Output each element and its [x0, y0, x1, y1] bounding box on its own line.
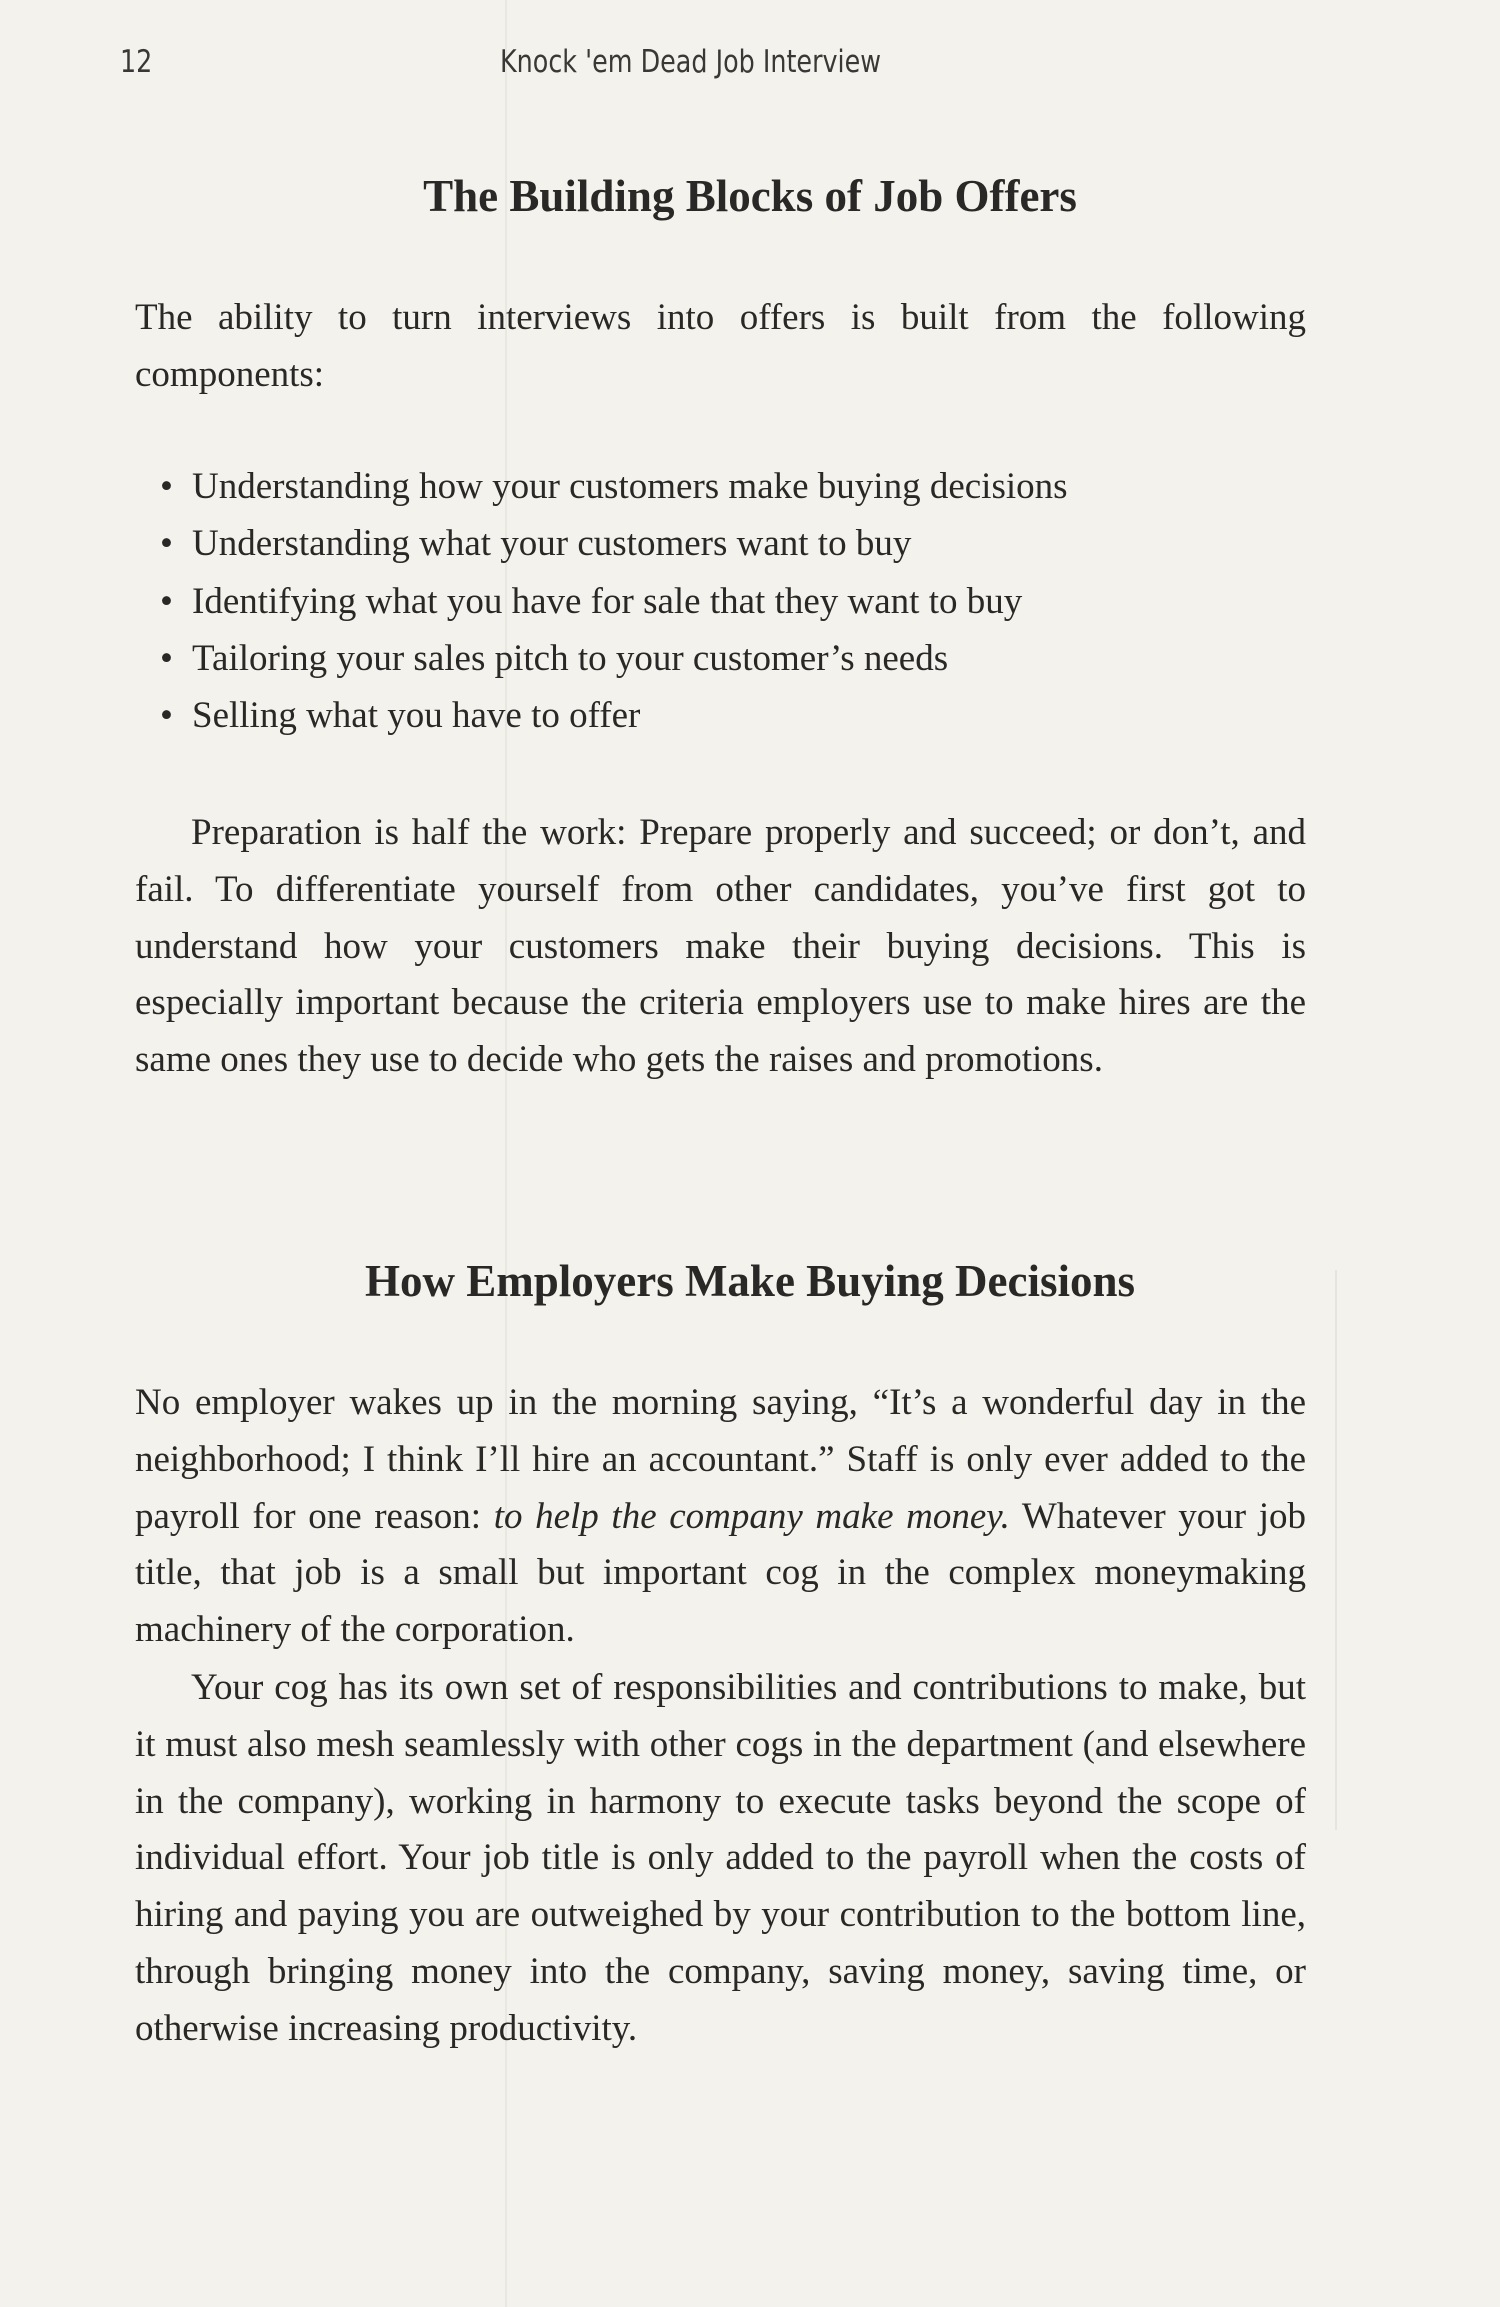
paragraph-text: No employer wakes up in the morning saying, “It’s a wonderful day in the neighborhood; I think I’ll hire an accountant.” Staff is only ever added to the payroll for one reason: — [135, 1382, 1306, 1537]
list-item-text: Understanding what your customers want to buy — [192, 523, 912, 565]
paragraph-text: Whatever your job title, that job is a small but important cog in the complex moneymaking machinery of the corporation. — [135, 1495, 1306, 1651]
list-item-text: Selling what you have to offer — [192, 695, 641, 737]
list-item-text: Understanding how your customers make buying decisions — [192, 466, 1068, 507]
employer-paragraph — [135, 1375, 1306, 1659]
bullet-icon: • — [160, 523, 173, 565]
list-item — [160, 458, 1068, 515]
section-heading-building-blocks: The Building Blocks of Job Offers — [423, 171, 1077, 221]
intro-paragraph: The ability to turn interviews into offers is built from the following components: — [135, 297, 1306, 395]
list-item-text: Identifying what you have for sale that they want to buy — [192, 580, 1023, 622]
list-item — [160, 687, 1068, 744]
preparation-paragraph: Preparation is half the work: Prepare properly and succeed; or don’t, and fail. To differentiate yourself from other candidates, you’ve first got to understand how your customers make their buying decisions. This is especially important because the criteria employers use to make hires are the same ones they use to decide who gets the raises and promotions. — [135, 812, 1306, 1081]
list-item — [160, 630, 1068, 687]
running-title: Knock 'em Dead Job Interview — [500, 44, 882, 80]
page-crease — [1335, 1270, 1337, 1830]
emphasis-text: to help the company make money. — [493, 1495, 1010, 1537]
components-list — [160, 458, 1068, 744]
bullet-icon: • — [160, 695, 173, 737]
bullet-icon: • — [160, 466, 173, 507]
bullet-icon: • — [160, 637, 173, 679]
list-item — [160, 515, 1068, 572]
section-heading-buying-decisions: How Employers Make Buying Decisions — [364, 1256, 1136, 1306]
bullet-icon: • — [160, 580, 173, 622]
cog-paragraph: Your cog has its own set of responsibilities and contributions to make, but it must also mesh seamlessly with other cogs in the department (and elsewhere in the company), working in harmony to execute tasks beyond the scope of individual effort. Your job title is only added to the payroll when the costs of hiring and paying you are outweighed by your contribution to the bottom line, through bringing money into the company, saving money, saving time, or otherwise increasing productivity. — [135, 1667, 1306, 2049]
list-item-text: Tailoring your sales pitch to your customer’s needs — [192, 637, 949, 679]
page-number: 12 — [120, 44, 153, 80]
list-item — [160, 573, 1068, 630]
